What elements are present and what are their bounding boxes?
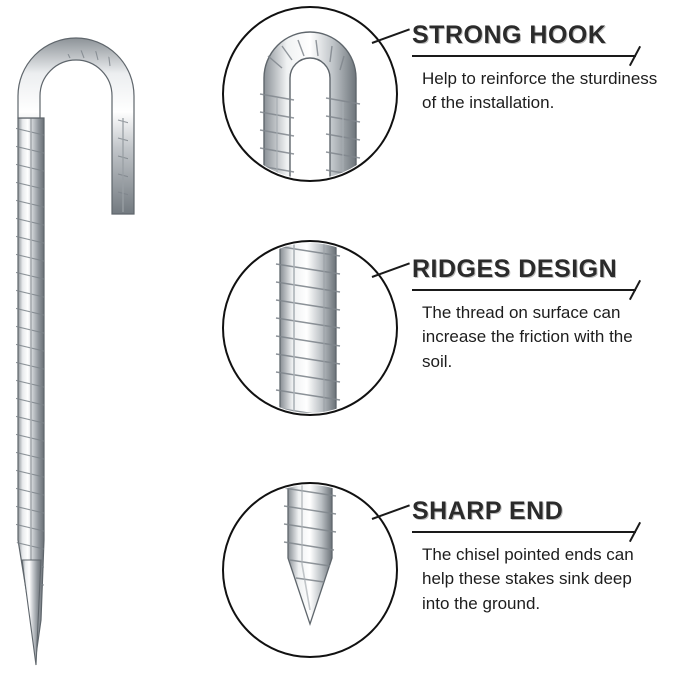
hook-closeup-circle xyxy=(222,6,398,182)
ridges-closeup-circle xyxy=(222,240,398,416)
feature-body: Help to reinforce the sturdiness of the installation. xyxy=(422,68,658,113)
feature-text-strong-hook xyxy=(412,22,679,116)
feature-text-sharp-end xyxy=(412,498,679,616)
feature-title: SHARP END xyxy=(412,497,564,525)
sharp-end-closeup-circle xyxy=(222,482,398,658)
title-underline xyxy=(412,54,664,57)
stake-tip xyxy=(22,560,41,665)
title-underline xyxy=(412,530,664,533)
leader-line-2 xyxy=(372,262,410,278)
feature-body: The thread on surface can increase the friction with the soil. xyxy=(422,302,633,371)
pointed-tip-closeup-icon xyxy=(224,484,396,656)
feature-title: RIDGES DESIGN xyxy=(412,255,618,283)
feature-body: The chisel pointed ends can help these stakes sink deep into the ground. xyxy=(422,544,634,613)
title-underline xyxy=(412,288,664,291)
hook-closeup-icon xyxy=(224,8,396,180)
leader-line-1 xyxy=(372,28,410,44)
shaft-ridges-closeup-icon xyxy=(224,242,396,414)
feature-text-ridges-design xyxy=(412,256,679,374)
product-illustration xyxy=(0,0,230,682)
leader-line-3 xyxy=(372,504,410,520)
feature-title: STRONG HOOK xyxy=(412,21,607,49)
